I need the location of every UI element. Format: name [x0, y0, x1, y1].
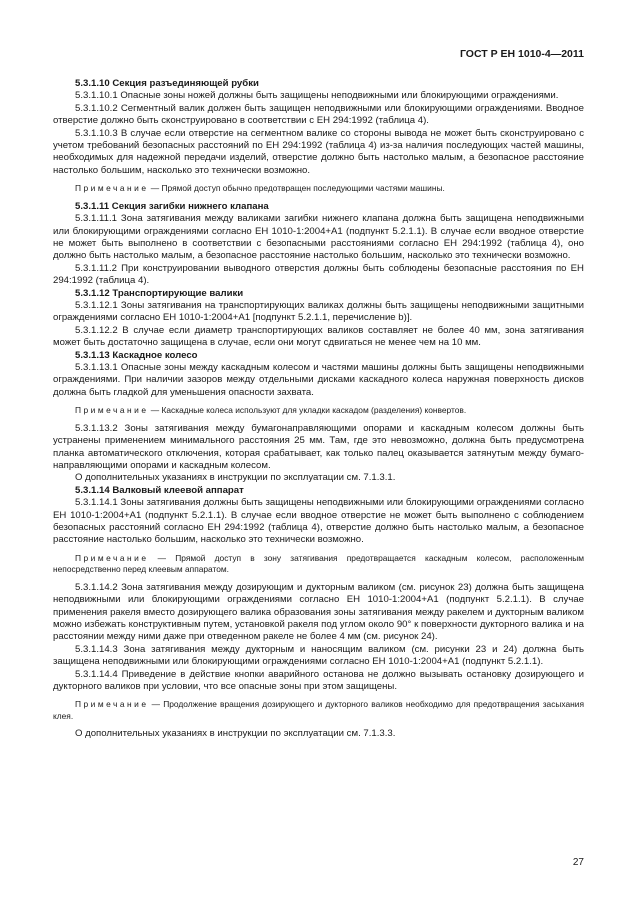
paragraph: 5.3.1.14.1 Зоны затягивания должны быть защищены неподвижными или блокирующими ограждениями согласно ЕН 1010-1:2004+A1 (подпункт 5.2.1.1). В случае если вводное отверстие не может быть выполнено с соблюдением безопасных расстояний согласно ЕН 294:1992 (таблица 4), отверстие должно быть настолько малым, а безопасное расстояние настолько большим, насколько это технически возможно. [53, 497, 584, 546]
note-label: Примечание [75, 183, 149, 194]
note-label: Примечание [75, 699, 149, 710]
note-text: — Прямой доступ в зону затягивания предотвращается каскадным колесом, расположенным непосредственно перед клеевым аппаратом. [53, 552, 584, 575]
paragraph: 5.3.1.10.1 Опасные зоны ножей должны быть защищены неподвижными или блокирующими ограждениями. [75, 90, 559, 102]
paragraph: 5.3.1.12.1 Зоны затягивания на транспортирующих валиках должны быть защищены неподвижными защитными ограждениями согласно ЕН 1010-1:2004+A1 [подпункт 5.2.1.1, перечисление b)]. [53, 300, 584, 324]
section-heading: 5.3.1.13 Каскадное колесо [75, 349, 198, 361]
note [53, 553, 584, 576]
paragraph: 5.3.1.13.2 Зоны затягивания между бумагонаправляющими опорами и каскадным колесом должны быть устранены применением минимального расстояния 25 мм. Там, где это невозможно, должна быть предусмотрена планка автоматического отключения, которая срабатывает, как только палец оказывается затянутым между бумагонаправляющими опорами и каскадным колесом. [53, 422, 584, 471]
note [53, 405, 584, 417]
paragraph: 5.3.1.10.3 В случае если отверстие на сегментном валике со стороны вывода не может быть сконструировано с учетом требований безопасных расстояний по ЕН 294:1992 (таблица 4) из-за наличия последующих частей машины, необходимых для надежной передачи изделий, отверстие должно быть настолько малым, а безопасное расстояние настолько большим, насколько это технически возможно. [53, 127, 584, 176]
paragraph: 5.3.1.10.2 Сегментный валик должен быть защищен неподвижными или блокирующими ограждениями. Вводное отверстие должно быть сконструировано в соответствии с ЕН 294:1992 (таблица 4). [53, 102, 584, 127]
document-header: ГОСТ Р ЕН 1010-4—2011 [459, 48, 584, 60]
note-text: — Прямой доступ обычно предотвращен последующими частями машины. [148, 183, 445, 194]
section-heading: 5.3.1.12 Транспортирующие валики [75, 287, 244, 299]
paragraph: 5.3.1.14.3 Зона затягивания между дукторным и наносящим валиком (см. рисунки 23 и 24) должна быть защищена неподвижными или блокирующими ограждениями согласно ЕН 1010-1:2004+A1 (подпункт 5.2.1.1). [53, 643, 584, 668]
section-heading: 5.3.1.14 Валковый клеевой аппарат [75, 484, 244, 496]
page-number: 27 [572, 857, 584, 868]
paragraph: 5.3.1.11.2 При конструировании выводного отверстия должны быть соблюдены безопасные расстояния по ЕН 294:1992 (таблица 4). [53, 262, 584, 287]
paragraph: 5.3.1.14.2 Зона затягивания между дозирующим и дукторным валиком (см. рисунок 23) должна быть защищена неподвижными или блокирующими ограждениями согласно ЕН 1010-1:2004+A1 (подпункт 5.2.1.1). В случае применения ракеля вместо дозирующего валика образования зоны затягивания между ракелем и дукторным валиком можно избежать конструктивным путем, установкой ракеля под углом около 90° к поверхности дукторного валика и на расстоянии между ними даже при отведенном ракеле не более 4 мм (см. рисунок 24). [53, 581, 584, 643]
paragraph: 5.3.1.12.2 В случае если диаметр транспортирующих валиков составляет не более 40 мм, зона затягивания может быть достаточно защищена в случае, если они могут сдвигаться не менее чем на 10 мм. [53, 324, 584, 349]
document-body [53, 78, 584, 741]
paragraph: 5.3.1.13.1 Опасные зоны между каскадным колесом и частями машины должны быть защищены неподвижными ограждениями. При наличии зазоров между отдельными дисками каскадного колеса наружная поверхность дисков должна быть гладкой для уменьшения опасности захвата. [53, 362, 584, 398]
note-text: — Продолжение вращения дозирующего и дукторного валиков необходимо для предотвращения засыхания клея. [53, 699, 584, 721]
note-label: Примечание [75, 552, 149, 563]
paragraph: О дополнительных указаниях в инструкции по эксплуатации см. 7.1.3.1. [75, 472, 396, 484]
paragraph: О дополнительных указаниях в инструкции по эксплуатации см. 7.1.3.3. [75, 728, 396, 740]
paragraph: 5.3.1.11.1 Зона затягивания между валиками загибки нижнего клапана должна быть защищена неподвижными или блокирующими ограждениями согласно ЕН 1010-1:2004+A1 (подпункт 5.2.1.1). В случае если вводное отверстие не может быть выполнено в соответствии с безопасными расстояниями согласно ЕН 294:1992 (таблица 4), оно должно быть настолько малым, а безопасное расстояние настолько большим, насколько это технически возможно. [53, 213, 584, 262]
note [53, 699, 584, 722]
paragraph: 5.3.1.14.4 Приведение в действие кнопки аварийного останова не должно вызывать остановку дозирующего и дукторного валиков при условии, что все опасные зоны при этом защищены. [53, 668, 584, 693]
note [53, 183, 584, 195]
section-heading: 5.3.1.11 Секция загибки нижнего клапана [75, 200, 269, 212]
section-heading: 5.3.1.10 Секция разъединяющей рубки [75, 78, 259, 89]
note-text: — Каскадные колеса используют для укладки каскадом (разделения) конвертов. [148, 405, 467, 416]
note-label: Примечание [75, 405, 149, 416]
